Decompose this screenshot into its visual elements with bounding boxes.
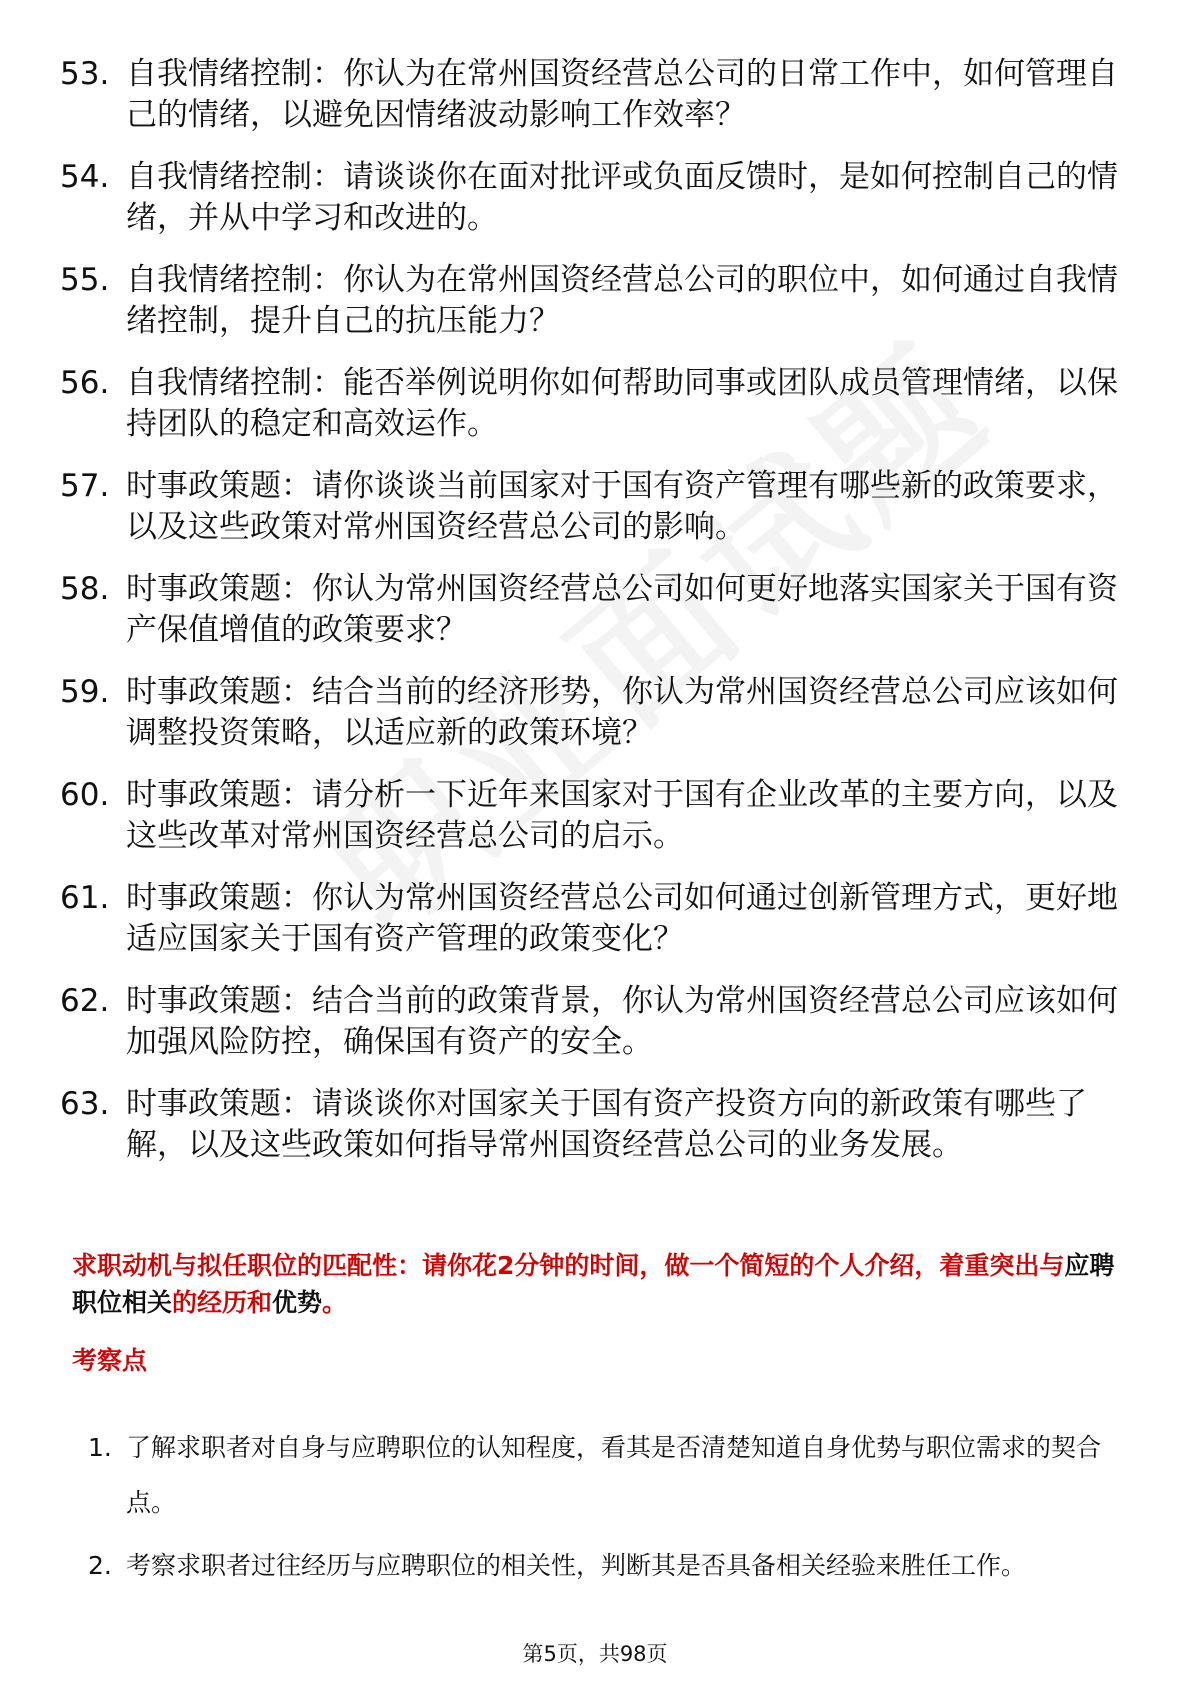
point-text: 了解求职者对自身与应聘职位的认知程度，看其是否清楚知道自身优势与职位需求的契合点。: [126, 1433, 1102, 1517]
question-text: 时事政策题：请谈谈你对国家关于国有资产投资方向的新政策有哪些了解，以及这些政策如何指导常州国资经营总公司的业务发展。: [126, 1086, 1087, 1163]
page-footer: 第5页，共98页: [522, 1642, 668, 1666]
question-item: [60, 878, 1120, 960]
question-number: 60.: [60, 777, 110, 813]
question-number: 59.: [60, 674, 110, 710]
section-heading-part: 求职动机与拟任职位的匹配性：请你花2分钟的时间，做一个简短的个人介绍，着重突出与: [72, 1251, 1065, 1280]
section-heading-part: 的经历和: [172, 1288, 273, 1317]
question-list: [60, 54, 1120, 1187]
question-item: [60, 1084, 1120, 1166]
section-heading: [72, 1247, 1122, 1321]
section-heading-part: 。: [322, 1288, 348, 1317]
section-heading-emphasis: 应聘职位相关: [72, 1251, 1115, 1317]
question-number: 63.: [60, 1086, 110, 1122]
question-item: [60, 981, 1120, 1063]
question-item: [60, 363, 1120, 445]
question-number: 53.: [60, 56, 110, 92]
point-item: [88, 1538, 1128, 1593]
question-number: 61.: [60, 880, 110, 916]
question-item: [60, 54, 1120, 136]
question-text: 时事政策题：你认为常州国资经营总公司如何通过创新管理方式，更好地适应国家关于国有资产管理的政策变化？: [126, 880, 1118, 957]
section-heading-emphasis: 优势: [272, 1288, 323, 1317]
question-text: 自我情绪控制：你认为在常州国资经营总公司的日常工作中，如何管理自己的情绪，以避免因情绪波动影响工作效率？: [126, 56, 1118, 133]
point-number: 2.: [88, 1551, 112, 1580]
question-text: 自我情绪控制：请谈谈你在面对批评或负面反馈时，是如何控制自己的情绪，并从中学习和改进的。: [126, 159, 1118, 236]
point-number: 1.: [88, 1433, 112, 1462]
kaochadian-heading: 考察点: [72, 1346, 148, 1375]
question-number: 55.: [60, 262, 110, 298]
question-text: 时事政策题：你认为常州国资经营总公司如何更好地落实国家关于国有资产保值增值的政策要求？: [126, 571, 1118, 648]
question-item: [60, 775, 1120, 857]
question-item: [60, 157, 1120, 239]
question-item: [60, 672, 1120, 754]
question-text: 时事政策题：请你谈谈当前国家对于国有资产管理有哪些新的政策要求，以及这些政策对常州国资经营总公司的影响。: [126, 468, 1118, 545]
question-item: [60, 466, 1120, 548]
question-item: [60, 569, 1120, 651]
question-number: 57.: [60, 468, 110, 504]
question-text: 时事政策题：结合当前的政策背景，你认为常州国资经营总公司应该如何加强风险防控，确保国有资产的安全。: [126, 983, 1118, 1060]
question-text: 时事政策题：请分析一下近年来国家对于国有企业改革的主要方向，以及这些改革对常州国资经营总公司的启示。: [126, 777, 1118, 854]
question-number: 58.: [60, 571, 110, 607]
question-text: 时事政策题：结合当前的经济形势，你认为常州国资经营总公司应该如何调整投资策略，以适应新的政策环境？: [126, 674, 1118, 751]
point-item: [88, 1420, 1128, 1530]
point-text: 考察求职者过往经历与应聘职位的相关性，判断其是否具备相关经验来胜任工作。: [126, 1551, 1027, 1580]
question-number: 56.: [60, 365, 110, 401]
points-list: [88, 1420, 1128, 1601]
question-text: 自我情绪控制：能否举例说明你如何帮助同事或团队成员管理情绪，以保持团队的稳定和高效运作。: [126, 365, 1118, 442]
question-item: [60, 260, 1120, 342]
question-number: 54.: [60, 159, 110, 195]
question-number: 62.: [60, 983, 110, 1019]
question-text: 自我情绪控制：你认为在常州国资经营总公司的职位中，如何通过自我情绪控制，提升自己的抗压能力？: [126, 262, 1118, 339]
